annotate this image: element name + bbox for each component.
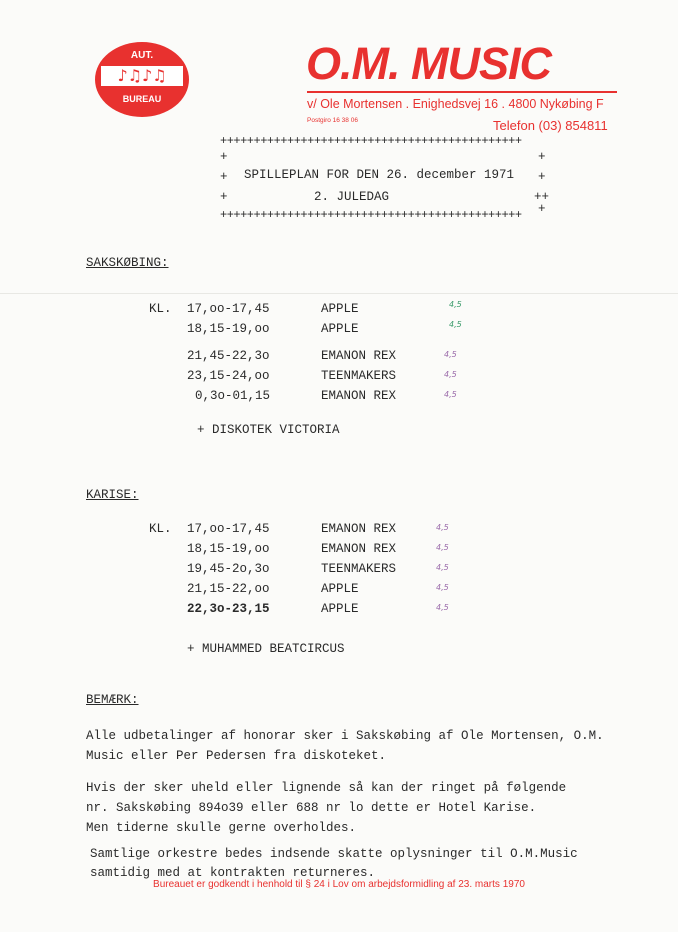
note-paragraph-line: Alle udbetalinger af honorar sker i Sakskøbing af Ole Mortensen, O.M. bbox=[86, 729, 604, 743]
handwritten-note: 4,5 bbox=[449, 300, 462, 309]
handwritten-note: 4,5 bbox=[444, 370, 457, 379]
paper-fold bbox=[0, 293, 678, 294]
logo-bottom-text: BUREAU bbox=[122, 94, 162, 104]
postgiro: Postgiro 16 38 06 bbox=[307, 117, 358, 124]
band-name: EMANON REX bbox=[321, 349, 397, 363]
extra-act: + MUHAMMED BEATCIRCUS bbox=[187, 642, 345, 656]
band-name: EMANON REX bbox=[321, 542, 397, 556]
time-slot: 18,15-19,oo bbox=[187, 322, 270, 336]
kl-label: KL. bbox=[149, 302, 172, 316]
band-name: EMANON REX bbox=[321, 389, 397, 403]
letterhead-divider bbox=[307, 91, 617, 93]
band-name: TEENMAKERS bbox=[321, 369, 397, 383]
company-name: O.M. MUSIC bbox=[306, 38, 551, 89]
time-slot: 23,15-24,oo bbox=[187, 369, 270, 383]
band-name: EMANON REX bbox=[321, 522, 397, 536]
section-heading-bemaerk: BEMÆRK: bbox=[86, 693, 139, 707]
time-slot: 19,45-2o,3o bbox=[187, 562, 270, 576]
time-slot: 0,3o-01,15 bbox=[195, 389, 271, 403]
schedule-title: SPILLEPLAN FOR DEN 26. december 1971 bbox=[244, 168, 515, 182]
note-paragraph-line: nr. Sakskøbing 894o39 eller 688 nr lo dette er Hotel Karise. bbox=[86, 801, 537, 815]
handwritten-note: 4,5 bbox=[444, 390, 457, 399]
logo-top-text: AUT. bbox=[130, 50, 154, 61]
extra-act: + DISKOTEK VICTORIA bbox=[197, 423, 340, 437]
kl-label: KL. bbox=[149, 522, 172, 536]
band-name: APPLE bbox=[321, 302, 359, 316]
handwritten-note: 4,5 bbox=[436, 523, 449, 532]
handwritten-note: 4,5 bbox=[436, 583, 449, 592]
handwritten-note: 4,5 bbox=[444, 350, 457, 359]
band-name: APPLE bbox=[321, 602, 359, 616]
bureau-logo bbox=[95, 42, 189, 117]
handwritten-note: 4,5 bbox=[436, 563, 449, 572]
note-paragraph-line: samtidig med at kontrakten returneres. bbox=[90, 866, 376, 880]
telefon: Telefon (03) 854811 bbox=[493, 118, 608, 133]
logo-notes-icon: ♪♫♪♫ bbox=[117, 66, 167, 85]
schedule-subtitle: 2. JULEDAG bbox=[314, 190, 390, 204]
box-right-plus: + bbox=[538, 150, 546, 164]
time-slot: 18,15-19,oo bbox=[187, 542, 270, 556]
note-paragraph-line: Men tiderne skulle gerne overholdes. bbox=[86, 821, 357, 835]
company-address: v/ Ole Mortensen . Enighedsvej 16 . 4800 Nykøbing F bbox=[307, 97, 604, 111]
time-slot: 21,45-22,3o bbox=[187, 349, 270, 363]
note-paragraph-line: Music eller Per Pedersen fra diskoteket. bbox=[86, 749, 387, 763]
time-slot: 17,oo-17,45 bbox=[187, 302, 270, 316]
section-heading-karise: KARISE: bbox=[86, 488, 139, 502]
footer-approval-text: Bureauet er godkendt i henhold til § 24 i Lov om arbejdsformidling af 23. marts 1970 bbox=[153, 879, 525, 890]
band-name: APPLE bbox=[321, 582, 359, 596]
handwritten-note: 4,5 bbox=[436, 543, 449, 552]
note-paragraph-line: Samtlige orkestre bedes indsende skatte oplysninger til O.M.Music bbox=[90, 847, 578, 861]
box-bottom-border: +++++++++++++++++++++++++++++++++++++++++++++ bbox=[220, 208, 522, 222]
time-slot: 22,3o-23,15 bbox=[187, 602, 270, 616]
box-left-plus: + bbox=[220, 150, 228, 164]
handwritten-note: 4,5 bbox=[449, 320, 462, 329]
box-top-border: +++++++++++++++++++++++++++++++++++++++++++++ bbox=[220, 134, 522, 148]
note-paragraph-line: Hvis der sker uheld eller lignende så kan der ringet på følgende bbox=[86, 781, 567, 795]
time-slot: 21,15-22,oo bbox=[187, 582, 270, 596]
band-name: APPLE bbox=[321, 322, 359, 336]
time-slot: 17,oo-17,45 bbox=[187, 522, 270, 536]
section-heading-sakskobing: SAKSKØBING: bbox=[86, 256, 169, 270]
band-name: TEENMAKERS bbox=[321, 562, 397, 576]
handwritten-note: 4,5 bbox=[436, 603, 449, 612]
